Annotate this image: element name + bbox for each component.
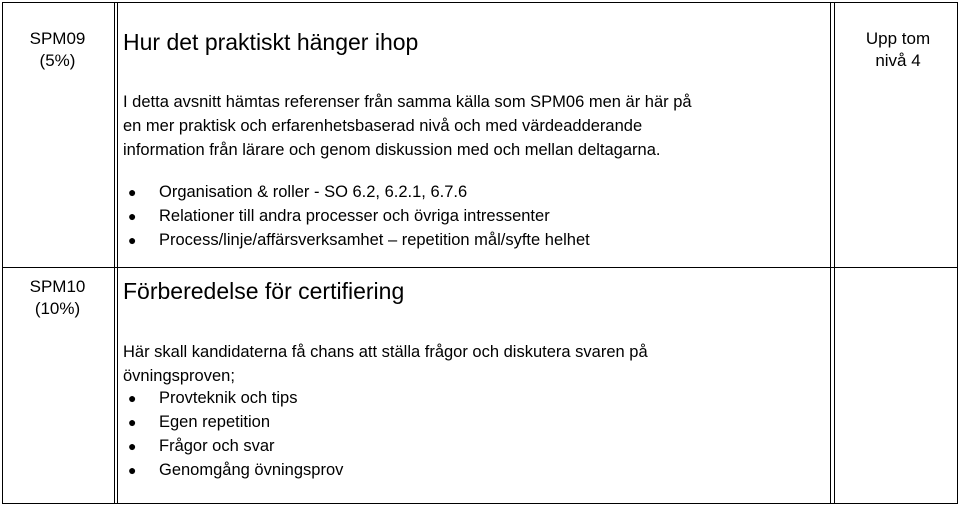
list-item-text: Organisation & roller - SO 6.2, 6.2.1, 6.7.6 — [159, 183, 468, 201]
table-border-col3-b — [834, 2, 835, 504]
bullet-list — [123, 386, 343, 482]
bullet-icon: ● — [128, 184, 137, 200]
bullet-icon: ● — [128, 390, 137, 406]
list-item-text: Provteknik och tips — [159, 389, 298, 407]
list-item — [123, 434, 343, 458]
table-border-bottom — [2, 503, 958, 504]
section-title: Hur det praktiskt hänger ihop — [123, 29, 419, 55]
level-cell — [838, 28, 958, 72]
bullet-list — [123, 180, 590, 252]
paragraph-line: Här skall kandidaterna få chans att ställa frågor och diskutera svaren på — [123, 343, 648, 361]
module-code: SPM10 — [29, 277, 86, 296]
paragraph-line: övningsproven; — [123, 367, 235, 385]
list-item-text: Relationer till andra processer och övriga intressenter — [159, 207, 550, 225]
section-title: Förberedelse för certifiering — [123, 278, 405, 304]
list-item-text: Process/linje/affärsverksamhet – repetition mål/syfte helhet — [159, 231, 590, 249]
table-border-col3-a — [830, 2, 831, 504]
table-border-col1 — [114, 2, 115, 504]
list-item-text: Frågor och svar — [159, 437, 275, 455]
list-item — [123, 204, 590, 228]
module-weight: (10%) — [34, 299, 81, 318]
table-row-divider — [2, 267, 958, 268]
bullet-icon: ● — [128, 462, 137, 478]
level-line-2: nivå 4 — [875, 51, 921, 70]
list-item — [123, 180, 590, 204]
bullet-icon: ● — [128, 438, 137, 454]
table-border-col2-a — [117, 2, 118, 504]
module-code-cell — [10, 276, 105, 320]
list-item — [123, 458, 343, 482]
list-item — [123, 228, 590, 252]
paragraph-line: I detta avsnitt hämtas referenser från samma källa som SPM06 men är här på — [123, 93, 692, 111]
list-item-text: Genomgång övningsprov — [159, 461, 344, 479]
bullet-icon: ● — [128, 232, 137, 248]
table-border-top — [2, 2, 958, 3]
list-item — [123, 386, 343, 410]
paragraph-line: en mer praktisk och erfarenhetsbaserad nivå och med värdeadderande — [123, 117, 643, 135]
level-line-1: Upp tom — [865, 29, 931, 48]
section-paragraph — [123, 340, 823, 388]
section-paragraph — [123, 90, 823, 162]
list-item-text: Egen repetition — [159, 413, 270, 431]
bullet-icon: ● — [128, 208, 137, 224]
table-border-left — [2, 2, 3, 504]
module-code-cell — [10, 28, 105, 72]
list-item — [123, 410, 343, 434]
module-code: SPM09 — [29, 29, 86, 48]
module-weight: (5%) — [39, 51, 76, 70]
bullet-icon: ● — [128, 414, 137, 430]
paragraph-line: information från lärare och genom diskussion med och mellan deltagarna. — [123, 141, 661, 159]
table-border-right — [957, 2, 958, 504]
